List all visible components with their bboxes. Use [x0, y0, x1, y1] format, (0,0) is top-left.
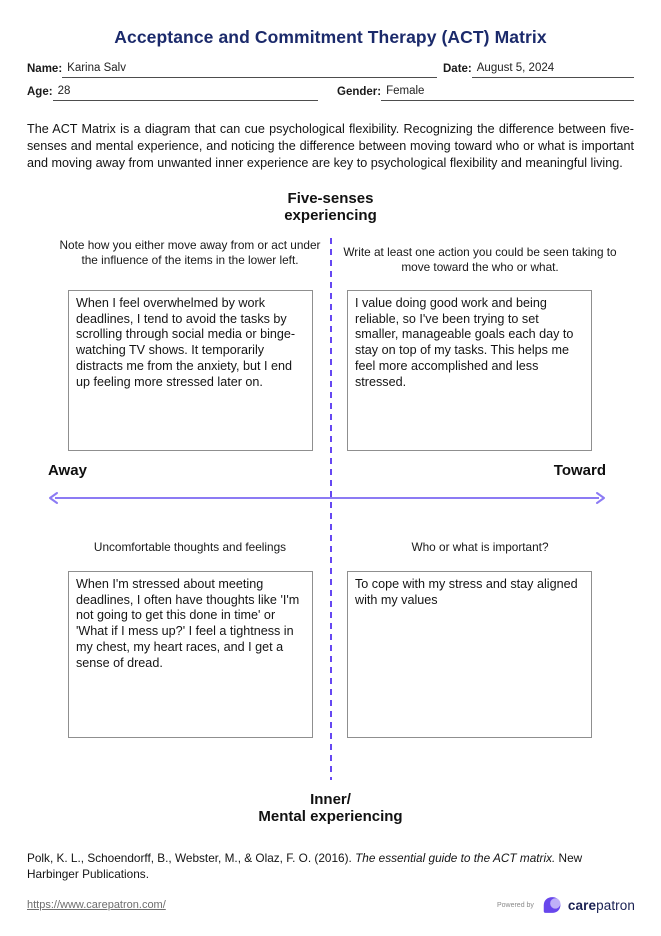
date-label: Date:	[443, 63, 472, 75]
name-value[interactable]: Karina Salv	[62, 62, 437, 78]
carepatron-logo-icon	[541, 894, 563, 916]
name-field	[27, 62, 437, 78]
inner-mental-heading-line2: Mental experiencing	[258, 807, 403, 825]
date-field	[443, 62, 634, 78]
five-senses-heading-line2: experiencing	[284, 206, 377, 224]
age-label: Age:	[27, 86, 53, 98]
gender-label: Gender:	[337, 86, 382, 98]
toward-axis-label: Toward	[553, 462, 606, 479]
date-value[interactable]: August 5, 2024	[472, 62, 634, 78]
reference-citation	[27, 851, 634, 882]
brand-care-text: care	[567, 897, 597, 913]
toward-actions-entry-box[interactable]: I value doing good work and being reliable, so I've been trying to set smaller, manageable goals each day to stay on top of my tasks. This helps me feel more accomplished and less stressed.	[347, 290, 592, 451]
who-what-important-entry-box[interactable]: To cope with my stress and stay aligned with my values	[347, 571, 592, 738]
matrix-vertical-divider	[326, 238, 336, 780]
age-value[interactable]: 28	[53, 85, 318, 101]
top-right-instruction: Write at least one action you could be seen taking to move toward the who or what.	[343, 245, 617, 274]
intro-paragraph: The ACT Matrix is a diagram that can cue psychological flexibility. Recognizing the difference between five-senses and mental experience, and noticing the difference between moving toward who or what is important and moving away from unwanted inner experience are key to psychological flexibility and meaningful living.	[27, 122, 634, 171]
away-toward-axis-arrow	[46, 490, 608, 506]
reference-authors: Polk, K. L., Schoendorff, B., Webster, M., & Olaz, F. O. (2016).	[27, 851, 356, 865]
away-axis-label: Away	[48, 462, 87, 479]
age-field	[27, 85, 318, 101]
five-senses-heading-line1: Five-senses	[287, 190, 374, 207]
gender-value[interactable]: Female	[381, 85, 634, 101]
inner-mental-heading-line1: Inner/	[310, 791, 351, 808]
powered-by-brand	[497, 894, 635, 916]
reference-publisher: New Harbinger Publications.	[27, 851, 583, 881]
inner-mental-heading	[0, 792, 661, 826]
carepatron-url-link[interactable]: https://www.carepatron.com/	[27, 899, 166, 911]
bottom-right-label: Who or what is important?	[411, 540, 549, 554]
away-behaviors-entry-box[interactable]: When I feel overwhelmed by work deadlines, I tend to avoid the tasks by scrolling through social media or binge-watching TV shows. It temporarily distracts me from the anxiety, but I end up feeling more stressed later on.	[68, 290, 313, 451]
top-left-instruction: Note how you either move away from or act under the influence of the items in the lower left.	[59, 238, 321, 267]
gender-field	[337, 85, 634, 101]
uncomfortable-thoughts-entry-box[interactable]: When I'm stressed about meeting deadlines, I often have thoughts like 'I'm not going to get this done in time' or 'What if I mess up?' I feel a tightness in my chest, my heart races, and I get a sense of dread.	[68, 571, 313, 738]
name-label: Name:	[27, 63, 63, 75]
brand-patron-text: patron	[596, 897, 635, 913]
powered-by-text: Powered by	[496, 901, 534, 909]
page-title: Acceptance and Commitment Therapy (ACT) Matrix	[114, 27, 547, 47]
five-senses-heading	[0, 191, 661, 225]
reference-book-title: The essential guide to the ACT matrix.	[355, 851, 556, 865]
carepatron-wordmark	[568, 898, 635, 913]
bottom-left-label: Uncomfortable thoughts and feelings	[93, 540, 287, 554]
